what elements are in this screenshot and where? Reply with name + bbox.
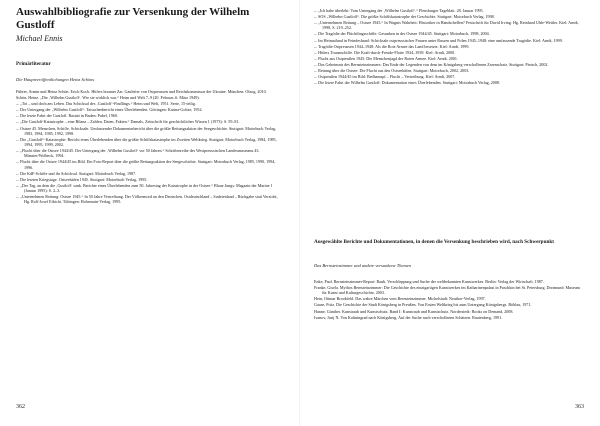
bibliography-entry: Schön, Heinz. „Die ‚Wilhelm Gustloff‘. Wie sie wirklich war.“ Heim und Welt 7–9 (20. Februar–6. März 1949).: [16, 95, 200, 101]
bibliography-entry: Führer, Armin und Heinz Schön. Erich Koch. Hitlers brauner Zar. Gauleiter von Ostpreussen und Reichskommissar der Ukraine. München: Olzog, 2010.: [16, 89, 267, 94]
author-name: Michael Ennis: [16, 34, 63, 43]
bibliography-entry: –. Tragödie Ostpreussen 1944–1948: Als die Rote Armee das Land besetzte. Kiel: Arndt, 1999.: [314, 43, 470, 49]
bibliography-entry: –. Flucht über die Ostsee 1944/45 im Bild. Ein Foto-Report über die größte Rettungsaktion der Seegeschichte. Stuttgart: Motorbuch Verlag, 1985, 1990, 1994, 1996.: [16, 159, 276, 170]
bibliography-entry: –. Der Untergang der „Wilhelm Gustloff“: Tatsachenbericht eines Überlebenden. Göttingen: Karina-Goltze, 1952.: [16, 107, 203, 113]
bibliography-entry: Gause, Fritz. Die Geschichte der Stadt Königsberg in Preußen. Von Ersten Weltkrieg bis zum Untergang Königsbergs. Böhlau, 1971.: [314, 302, 532, 308]
bibliography-entry: –. „Tot – und doch am Leben. Das Schicksal des ‚Gustloff‘-Findlings.“ Heim und Welt, 1951. Serie, 15-teilig.: [16, 101, 196, 107]
page-number-right: 363: [575, 404, 584, 410]
bibliography-entry: –. „Ich habe überlebt: Vom Untergang der ‚Wilhelm Gustloff‘.“ Flensburger Tageblatt. 28. Januar 1995.: [314, 8, 484, 13]
bibliography-entry: –. Flucht aus Ostpreußen 1945: Die Menschenjagd der Roten Armee. Kiel: Arndt, 2001.: [314, 55, 458, 61]
right-bibliography-list-top: [314, 8, 582, 86]
bibliography-entry: Hanne, Günther. Kunstraub und Kunstschutz. Band I: Kunstraub und Kunstschutz. Norderstedt: Books on Demand, 2008.: [314, 308, 514, 314]
bibliography-entry: –. Rettung über die Ostsee: Die Flucht aus den Ostseehäfen. Stuttgart: Motorbuch, 2002, 2003.: [314, 68, 470, 74]
bibliography-entry: –. „Der Tag, an dem die ‚Gustloff‘ sank. Berichte eines Überlebenden zum 50. Jahrestag der Katastrophe in der Ostsee.“ Blaue Jungs: Magazin der Marine 1 (Januar 1995): S. 2–3.: [16, 182, 273, 194]
bibliography-entry: –. Im Heimatland in Feindeshand: Schicksale ostpreussischer Frauen unter Russen und Polen 1945–1948: eine umfassende Tragödie. Kiel: Arndt, 1999.: [314, 37, 563, 43]
subsection-heading-schoen: Die Hauptveröffentlichungen Heinz Schöns: [16, 77, 95, 82]
bibliography-entry: –. Hitlers Traumschiffe. Die Kraft-durch-Freude-Flotte 1934–1939. Kiel: Arndt, 2000.: [314, 49, 456, 55]
bibliography-entry: –. „Unternehmen Rettung – Ostsee 1945.“ In Wagnis Wahrheit: Historiker in Handschellen? Festschrift für David Irving. Hg. Reinhard Uhle-Wettler. Kiel: Arndt, 1998, S. 219–252.: [314, 20, 579, 31]
page-number-left: 362: [16, 404, 25, 410]
bibliography-entry: Hein, Ottmar Brookfeld. Das wahre Märchen vom Bernsteinzimmer. Michelstadt: Neuthor-Verlag, 1997.: [314, 296, 486, 302]
bibliography-entry: –. Das Geheimnis des Bernsteinzimmers: Das Ende der Legenden von dem im Königsberg verschollenen Zarenschatz. Stuttgart: Pietsch, 2002.: [314, 61, 549, 67]
section-heading-primary: Primärliteratur: [16, 61, 51, 67]
bibliography-entry: –. „Die Gustloff-Katastrophe – eine Bilanz – Zahlen, Daten, Fakten.“ Damals, Zeitschrift für geschichtliches Wissen 1 (1973): S. 59–81.: [16, 119, 240, 125]
bibliography-entry: –. „Unternehmen Rettung: Ostsee 1945.“ In 50 Jahre Vertreibung. Der Völkermord an den Deutschen. Ostdeutschland – Sudetenland – Rückgabe statt Verzicht, Hg. Rolf-Josef Eibicht. Tübingen: Hohenrain-Verlag, 1995.: [16, 194, 278, 205]
bibliography-entry: –. Die Tragödie der Flüchtlingsschiffe: Gesunken in der Ostsee 1944/45. Stuttgart: Motorbuch, 1998, 2004.: [314, 31, 490, 37]
bibliography-entry: Ivanov, Jurij N. Von Kaliningrad nach Königsberg. Auf der Suche nach verschollenen Schätzen. Rautenberg, 1991.: [314, 314, 503, 320]
right-bibliography-list-bottom: [314, 279, 582, 321]
bibliography-entry: Franke, Gisela. Mythos Bernsteinzimmer: Die Geschichte des einzigartigen Kunstwerkes im Katharinenpalast in Puschkin bei St. Petersburg. Dortmund: Museum für Kunst und Kulturgeschichte, 2003.: [314, 285, 580, 296]
left-bibliography-list: [16, 89, 284, 206]
subsection-heading-amber-room: Das Bernsteinzimmer und andere versunkene Themen: [314, 263, 411, 268]
section-heading-reports: Ausgewählte Berichte und Dokumentationen, in denen die Versenkung beschrieben wird, nach Schwerpunkt: [314, 239, 554, 245]
bibliography-entry: Enke, Paul. Bernsteinzimmer-Report: Raub, Verschleppung und Suche der weltbekannten Kunstwerkes. Berlin: Verlag der Wirtschaft, 1987.: [314, 279, 544, 284]
right-page: [300, 0, 600, 426]
bibliography-entry: –. „Flucht über die Ostsee 1944/45. Der Untergang der ‚Wilhelm Gustloff‘ vor 50 Jahren.“ Schriftenreihe des Westpreussischen Landesmuseums 43. Münster/Wolbeck, 1994.: [16, 148, 260, 159]
bibliography-entry: –. Die letzte Fahrt der Wilhelm Gustloff: Dokumentation eines Überlebenden. Stuttgart: Motorbuch Verlag, 2008.: [314, 80, 500, 86]
bibliography-entry: –. Ostpreußen 1944/45 im Bild: Bedhamspf – Flucht – Vertreibung. Kiel: Arndt, 2007.: [314, 74, 456, 80]
page-title: Auswahlbibliografie zur Versenkung der Wilhelm Gustloff: [16, 6, 250, 31]
bibliography-entry: –. Die letzten Kriegstage. Ostseehäfen 1945. Stuttgart: Motorbuch Verlag, 1995.: [16, 176, 148, 182]
bibliography-entry: –. Die „Gustloff“-Katastrophe: Bericht eines Überlebenden über die größte Schiffskatastrophe im Zweiten Weltkrieg. Stuttgart: Motorbuch Verlag, 1984, 1985, 1994, 1995, 1999, 2002.: [16, 136, 277, 148]
bibliography-entry: –. Ostsee 45. Menschen, Schiffe, Schicksale. Umfassender Dokumentarbericht über die größte Rettungsaktion der Seegeschichte. Stuttgart: Motorbuch Verlag, 1983, 1984, 1985, 1992, 1998.: [16, 125, 277, 136]
bibliography-entry: –. Die letzte Fahrt der Gustloff. Rastatt in Baden: Pabel, 1960.: [16, 113, 119, 119]
bibliography-entry: –. SOS „Wilhelm Gustloff“. Die größte Schiffskatastrophe der Geschichte. Stuttgart: Motorbuch Verlag, 1998.: [314, 14, 495, 20]
bibliography-entry: –. Die KdF-Schiffe und ihr Schicksal. Stuttgart: Motorbuch Verlag, 1987.: [16, 170, 137, 176]
